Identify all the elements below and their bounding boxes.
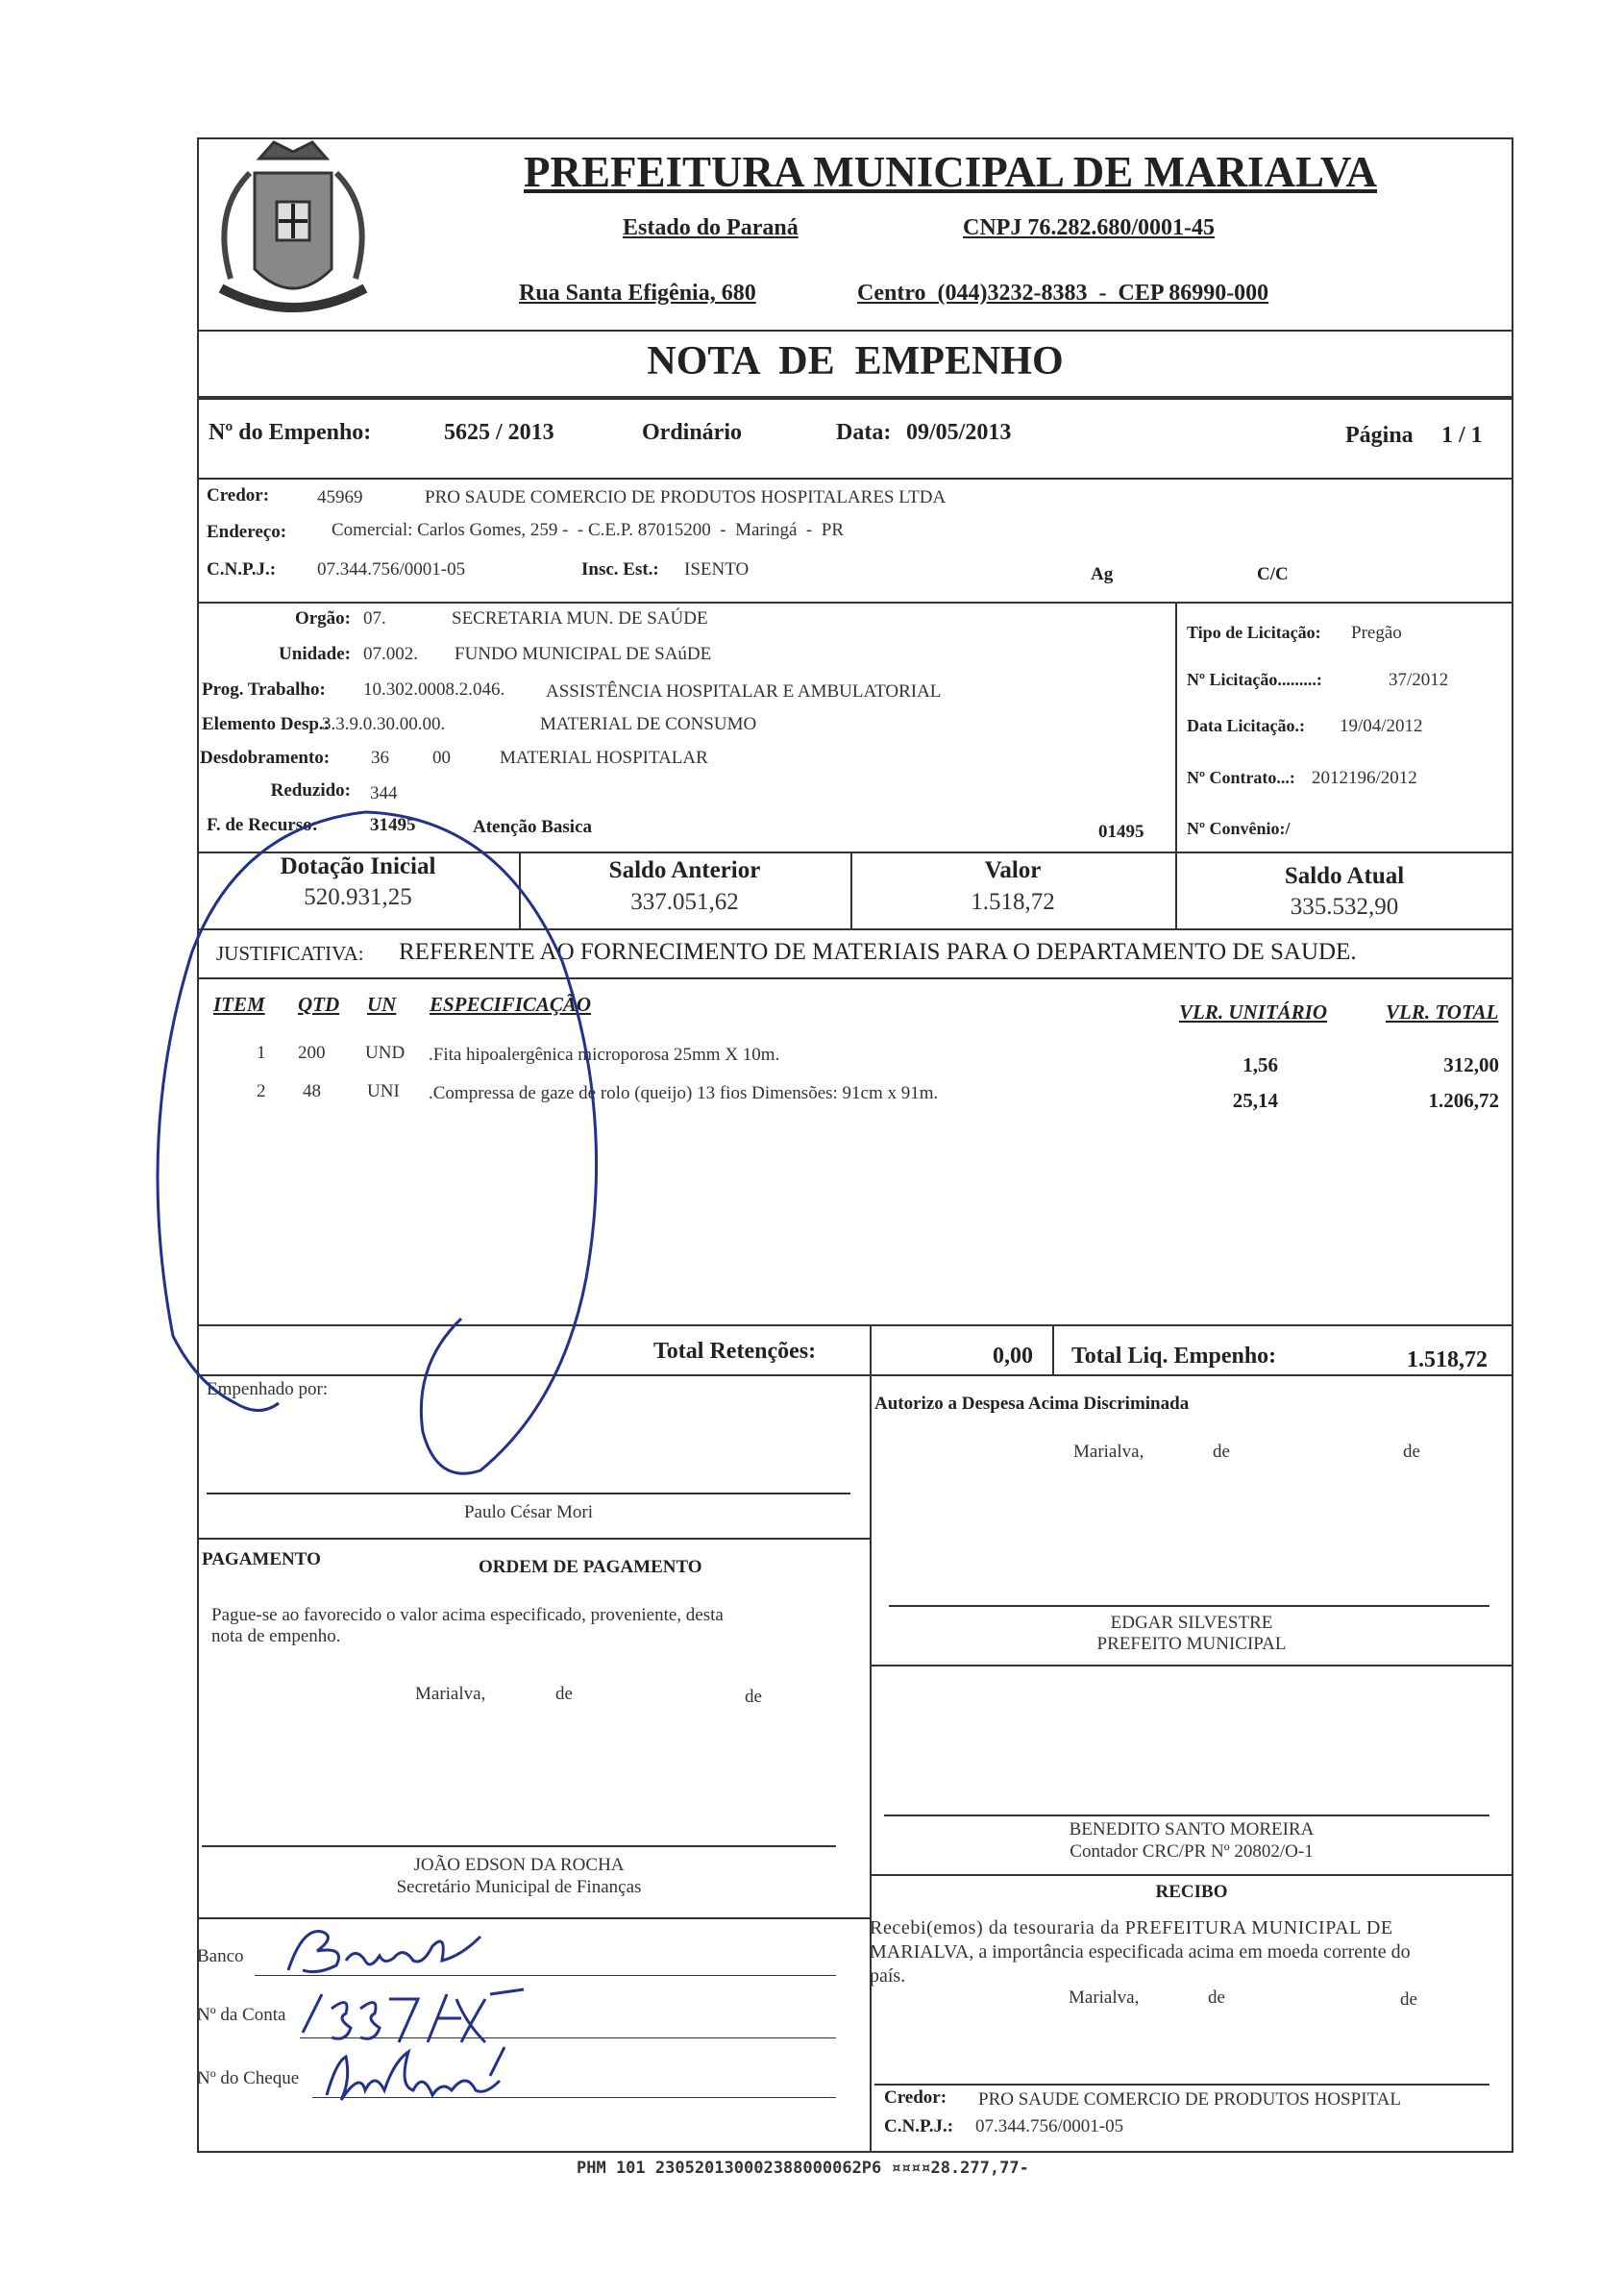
justificativa-text: REFERENTE AO FORNECIMENTO DE MATERIAIS PARA O DEPARTAMENTO DE SAUDE.	[399, 939, 1357, 965]
state-name: Estado do Paraná	[623, 215, 799, 240]
recibo-label: RECIBO	[1155, 1882, 1228, 1902]
empenho-type: Ordinário	[642, 420, 743, 445]
autorizo-label: Autorizo a Despesa Acima Discriminada	[874, 1394, 1190, 1414]
pagamento-text-2: nota de empenho.	[211, 1626, 341, 1646]
address-rest: Centro (044)3232-8383 - CEP 86990-000	[857, 281, 1269, 306]
contador-title: Contador CRC/PR Nº 20802/O-1	[1070, 1841, 1314, 1862]
empenhado-por-label: Empenhado por:	[207, 1379, 329, 1399]
elemento-name: MATERIAL DE CONSUMO	[540, 714, 757, 734]
ordem-pagamento-label: ORDEM DE PAGAMENTO	[479, 1557, 702, 1577]
justificativa-label: JUSTIFICATIVA:	[216, 942, 364, 965]
data-licitacao-label: Data Licitação.:	[1187, 716, 1305, 735]
banco-label: Banco	[197, 1946, 244, 1966]
col-qtd-header: QTD	[298, 993, 340, 1016]
credor-cnpj: 07.344.756/0001-05	[317, 559, 466, 580]
row-1-un: UND	[365, 1043, 406, 1063]
autorizo-de-2: de	[1403, 1442, 1420, 1462]
prefeitura-title: PREFEITURA MUNICIPAL DE MARIALVA	[524, 148, 1378, 196]
recibo-cnpj: 07.344.756/0001-05	[975, 2116, 1124, 2136]
reduzido-value: 344	[370, 783, 398, 803]
prefeito-title: PREFEITO MUNICIPAL	[1096, 1634, 1287, 1654]
saldo-anterior-label: Saldo Anterior	[608, 857, 761, 883]
tipo-licitacao: Pregão	[1351, 623, 1402, 643]
col-vlr-unitario-header: VLR. UNITÁRIO	[1179, 1000, 1328, 1024]
row-2-qtd: 48	[303, 1081, 321, 1101]
credor-code: 45969	[317, 487, 363, 507]
pagamento-label: PAGAMENTO	[202, 1549, 321, 1569]
saldo-anterior-value: 337.051,62	[630, 889, 739, 915]
unidade-name: FUNDO MUNICIPAL DE SAúDE	[455, 644, 712, 664]
pagamento-text-1: Pague-se ao favorecido o valor acima especificado, proveniente, desta	[211, 1605, 724, 1625]
contador-name: BENEDITO SANTO MOREIRA	[1069, 1819, 1315, 1839]
row-1-desc: .Fita hipoalergênica microporosa 25mm X 10m.	[429, 1045, 780, 1065]
desdobramento-sub: 00	[432, 748, 451, 768]
unidade-label: Unidade:	[279, 644, 351, 664]
reduzido-label: Reduzido:	[270, 780, 351, 801]
cheque-handwriting-icon	[317, 2042, 538, 2110]
cheque-label: Nº do Cheque	[197, 2068, 300, 2088]
empenhado-por-name: Paulo César Mori	[463, 1502, 594, 1522]
credor-address: Comercial: Carlos Gomes, 259 - - C.E.P. 87015200 - Maringá - PR	[332, 520, 845, 540]
row-1-item: 1	[257, 1043, 266, 1063]
contrato-number: 2012196/2012	[1312, 768, 1417, 788]
convenio-label: Nº Convênio:/	[1187, 819, 1291, 838]
elemento-code: 3.3.9.0.30.00.00.	[322, 714, 446, 734]
recibo-text-1: Recebi(emos) da tesouraria da PREFEITURA MUNICIPAL DE	[870, 1917, 1393, 1938]
data-licitacao: 19/04/2012	[1340, 716, 1423, 736]
recibo-place: Marialva,	[1069, 1987, 1140, 2008]
recibo-credor-name: PRO SAUDE COMERCIO DE PRODUTOS HOSPITAL	[978, 2089, 1401, 2110]
prefeitura-cnpj: CNPJ 76.282.680/0001-45	[963, 215, 1215, 240]
licitacao-number: 37/2012	[1389, 670, 1449, 690]
valor-value: 1.518,72	[971, 889, 1055, 915]
col-item-header: ITEM	[213, 993, 265, 1016]
autorizo-place: Marialva,	[1073, 1442, 1144, 1462]
col-especificacao-header: ESPECIFICAÇÃO	[430, 993, 592, 1016]
recurso-number: 01495	[1098, 822, 1144, 842]
prog-code: 10.302.0008.2.046.	[363, 679, 505, 700]
total-liquido-label: Total Liq. Empenho:	[1071, 1344, 1277, 1369]
recibo-de-1: de	[1208, 1987, 1225, 2008]
footer-code: PHM 101 230520130002388000062P6 ¤¤¤¤28.277,77-	[577, 2159, 1029, 2178]
row-2-total: 1.206,72	[1428, 1089, 1499, 1112]
insc-label: Insc. Est.:	[581, 559, 659, 580]
row-2-desc: .Compressa de gaze de rolo (queijo) 13 fios Dimensões: 91cm x 91m.	[429, 1083, 939, 1103]
desdobramento-label: Desdobramento:	[200, 748, 331, 768]
valor-label: Valor	[984, 857, 1042, 883]
prog-label: Prog. Trabalho:	[202, 679, 326, 700]
dotacao-value: 520.931,25	[304, 884, 412, 910]
row-2-unit: 25,14	[1232, 1089, 1278, 1112]
col-vlr-total-header: VLR. TOTAL	[1386, 1000, 1499, 1024]
credor-label: Credor:	[207, 485, 270, 506]
credor-name: PRO SAUDE COMERCIO DE PRODUTOS HOSPITALARES LTDA	[425, 487, 947, 507]
recibo-credor-label: Credor:	[884, 2087, 947, 2108]
page-number: 1 / 1	[1441, 423, 1483, 448]
recibo-text-2: MARIALVA, a importância especificada acima em moeda corrente do	[870, 1941, 1411, 1963]
orgao-label: Orgão:	[294, 608, 351, 629]
orgao-code: 07.	[363, 608, 386, 629]
total-liquido-value: 1.518,72	[1407, 1347, 1488, 1372]
orgao-name: SECRETARIA MUN. DE SAÚDE	[452, 608, 708, 629]
recibo-text-3: país.	[870, 1965, 906, 1987]
credor-cnpj-label: C.N.P.J.:	[207, 559, 277, 580]
address-street: Rua Santa Efigênia, 680	[519, 281, 756, 306]
total-retencoes-value: 0,00	[993, 1344, 1033, 1369]
empenho-date: 09/05/2013	[906, 420, 1012, 445]
prefeito-name: EDGAR SILVESTRE	[1110, 1613, 1273, 1633]
col-un-header: UN	[367, 993, 397, 1016]
elemento-label: Elemento Desp.:	[202, 714, 330, 734]
pagamento-de-2: de	[745, 1687, 762, 1707]
saldo-atual-value: 335.532,90	[1290, 894, 1399, 920]
contrato-label: Nº Contrato...:	[1187, 768, 1295, 787]
saldo-atual-label: Saldo Atual	[1284, 863, 1405, 889]
insc-value: ISENTO	[684, 559, 750, 580]
row-2-un: UNI	[367, 1081, 400, 1101]
recurso-name: Atenção Basica	[473, 817, 593, 837]
row-1-unit: 1,56	[1242, 1053, 1278, 1076]
document-title: NOTA DE EMPENHO	[647, 339, 1064, 383]
conta-label: Nº da Conta	[197, 2005, 286, 2025]
cc-label: C/C	[1257, 564, 1289, 584]
banco-handwriting-icon	[279, 1917, 490, 1985]
row-1-qtd: 200	[298, 1043, 326, 1063]
desdobramento-name: MATERIAL HOSPITALAR	[500, 748, 708, 768]
page-label: Página	[1345, 423, 1414, 448]
prog-name: ASSISTÊNCIA HOSPITALAR E AMBULATORIAL	[546, 681, 942, 702]
licitacao-number-label: Nº Licitação.........:	[1187, 670, 1322, 689]
pagamento-place: Marialva,	[415, 1684, 486, 1704]
recibo-de-2: de	[1400, 1989, 1417, 2010]
unidade-code: 07.002.	[363, 644, 418, 664]
ag-label: Ag	[1091, 564, 1114, 584]
pagamento-de-1: de	[555, 1684, 573, 1704]
total-retencoes-label: Total Retenções:	[653, 1339, 817, 1364]
row-2-item: 2	[257, 1081, 266, 1101]
autorizo-de-1: de	[1213, 1442, 1230, 1462]
empenho-number: 5625 / 2013	[444, 420, 554, 445]
secretario-title: Secretário Municipal de Finanças	[396, 1877, 642, 1897]
recurso-label: F. de Recurso:	[207, 815, 318, 835]
empenho-number-label: Nº do Empenho:	[209, 420, 372, 445]
row-1-total: 312,00	[1443, 1053, 1499, 1076]
recibo-cnpj-label: C.N.P.J.:	[884, 2116, 954, 2136]
endereco-label: Endereço:	[207, 522, 287, 542]
empenho-date-label: Data:	[836, 420, 892, 445]
desdobramento-code: 36	[371, 748, 389, 768]
recurso-code: 31495	[370, 815, 416, 835]
secretario-name: JOÃO EDSON DA ROCHA	[413, 1855, 625, 1875]
tipo-licitacao-label: Tipo de Licitação:	[1187, 623, 1321, 642]
dotacao-label: Dotação Inicial	[280, 853, 436, 879]
